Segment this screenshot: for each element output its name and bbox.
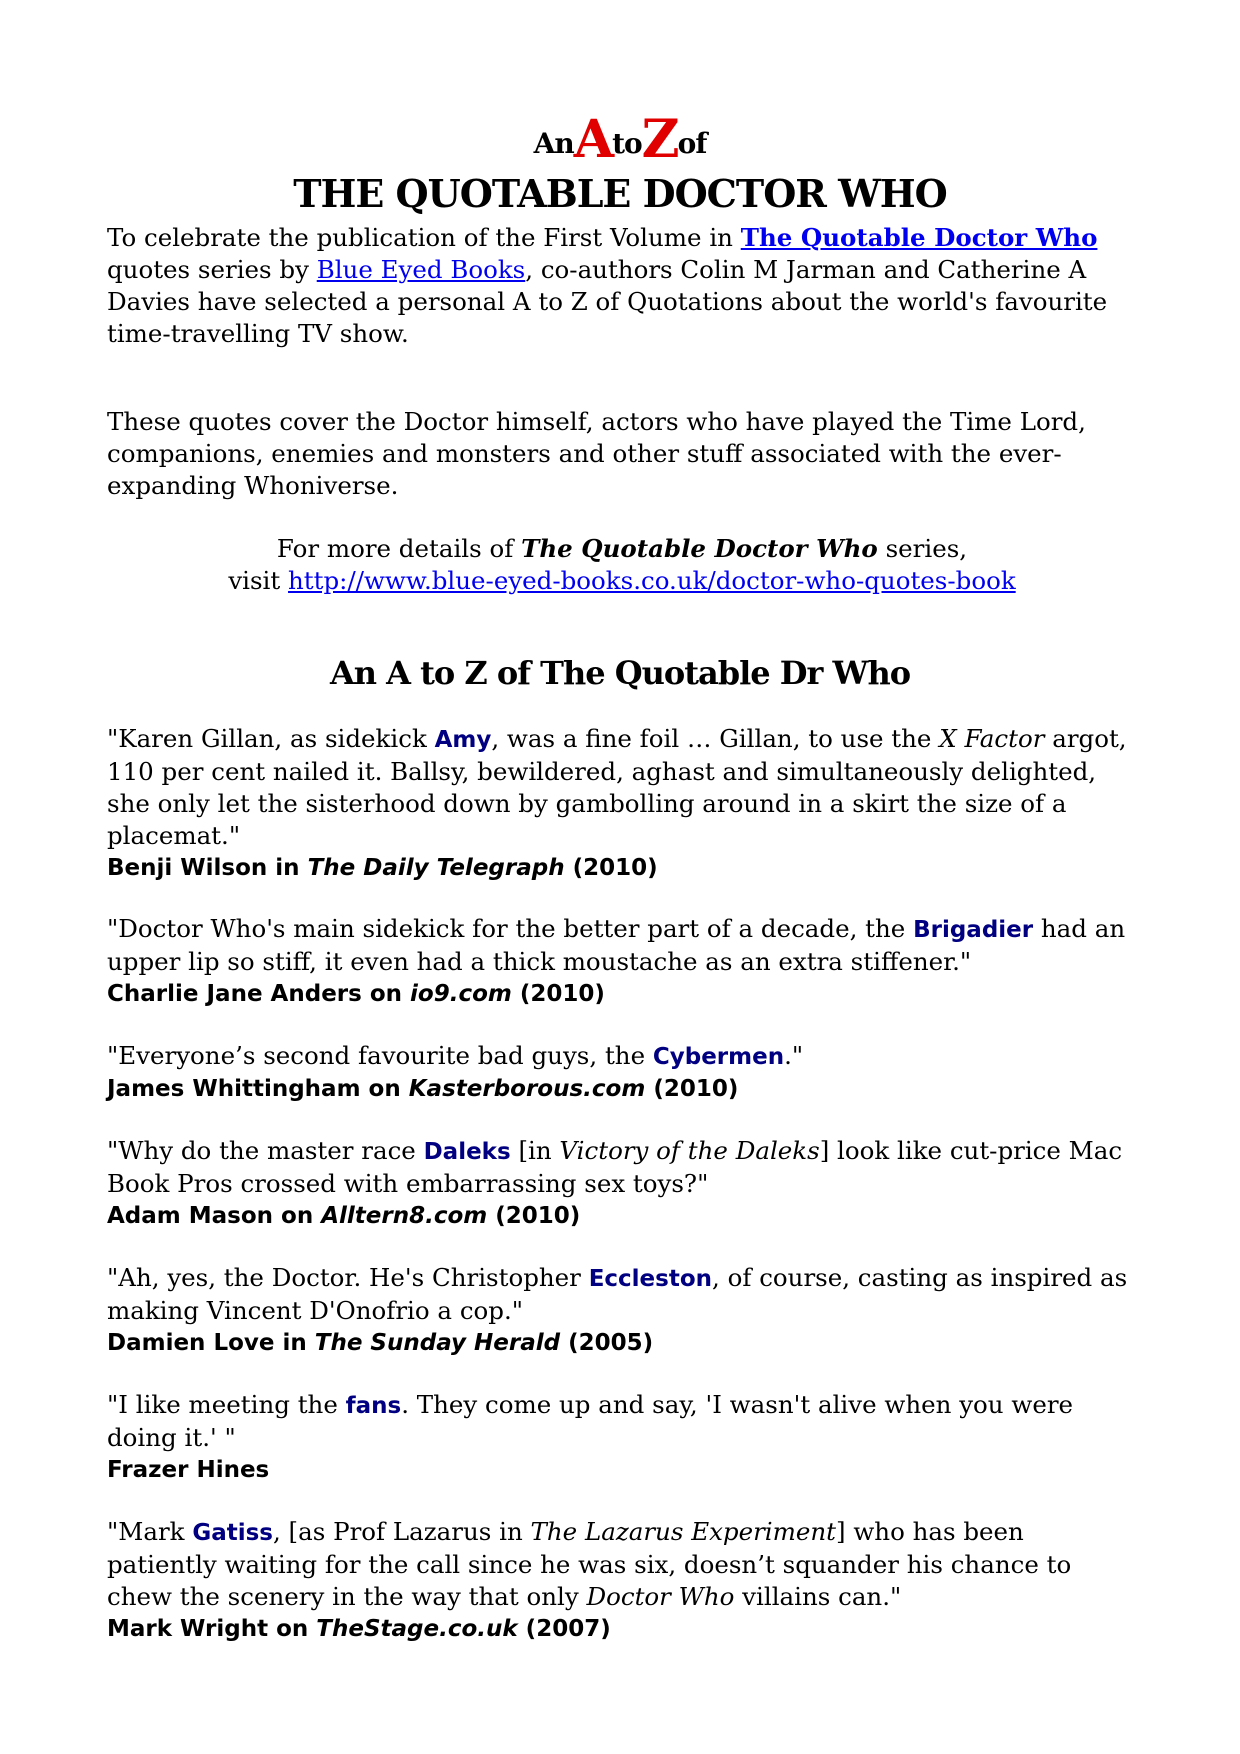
intro-text-a: To celebrate the publication of the First Volume in: [107, 223, 741, 252]
quote-text-part: villains can.": [734, 1582, 902, 1611]
quote-entry-d: [107, 1135, 1137, 1232]
quote-attribution: [107, 1327, 1137, 1359]
quote-emphasis: Doctor Who: [586, 1582, 735, 1611]
quote-text-part: [in: [510, 1136, 560, 1165]
quote-keyword: Brigadier: [913, 917, 1034, 943]
quote-text: [107, 1040, 1137, 1073]
quote-text-part: "I like meeting the: [107, 1390, 346, 1419]
quote-attribution: [107, 1454, 1137, 1486]
attribution-source: The Daily Telegraph: [307, 855, 565, 881]
quote-text-part: had an upper lip so stiff, it even had a thick moustache as an extra stiffener.": [107, 914, 1126, 976]
title-word-to: to: [612, 127, 642, 160]
quote-text: [107, 1516, 1137, 1613]
quote-keyword: Amy: [434, 727, 492, 753]
quote-text-part: , [as Prof Lazarus in: [272, 1517, 531, 1546]
intro-text-c: , co-authors Colin M Jarman and Catherine A Davies have selected a personal A to Z of Quotations about the world's favourite time-travelling TV show.: [107, 255, 1108, 348]
attribution-source: Kasterborous.com: [408, 1076, 646, 1102]
quote-text-part: "Ah, yes, the Doctor. He's Christopher: [107, 1263, 589, 1292]
quote-attribution: [107, 1073, 1137, 1105]
attribution-author: Frazer Hines: [107, 1457, 270, 1483]
attribution-year: (2010): [645, 1076, 739, 1102]
quote-keyword: fans: [345, 1393, 402, 1419]
series-url-link[interactable]: http://www.blue-eyed-books.co.uk/doctor-who-quotes-book: [288, 566, 1016, 595]
attribution-author: Damien Love in: [107, 1330, 315, 1356]
blue-eyed-books-link[interactable]: Blue Eyed Books: [316, 255, 526, 284]
quote-entry-g: [107, 1516, 1137, 1645]
quote-attribution: [107, 1613, 1137, 1645]
quotable-doctor-who-link[interactable]: The Quotable Doctor Who: [740, 223, 1098, 252]
title-word-an: An: [533, 127, 574, 160]
intro-text-b: quotes series by: [107, 255, 317, 284]
quote-emphasis: The Lazarus Experiment: [530, 1517, 836, 1546]
quote-text-part: ] look like cut-price Mac Book Pros crossed with embarrassing sex toys?": [107, 1136, 1123, 1198]
title-letter-z: Z: [641, 109, 678, 170]
attribution-year: (2005): [560, 1330, 654, 1356]
quote-text: [107, 1389, 1137, 1454]
intro-paragraph-1: [107, 222, 1137, 350]
attribution-source: Alltern8.com: [321, 1203, 488, 1229]
quote-text: [107, 1262, 1137, 1327]
attribution-source: The Sunday Herald: [314, 1330, 561, 1356]
attribution-year: (2010): [487, 1203, 581, 1229]
quote-text: [107, 913, 1137, 978]
quote-entry-a: [107, 723, 1137, 884]
quote-keyword: Gatiss: [192, 1520, 273, 1546]
quote-keyword: Eccleston: [588, 1266, 713, 1292]
quote-entry-b: [107, 913, 1137, 1010]
attribution-author: Mark Wright on: [107, 1616, 317, 1642]
quote-text-part: "Doctor Who's main sidekick for the better part of a decade, the: [107, 914, 914, 943]
quote-text-part: . They come up and say, 'I wasn't alive when you were doing it.' ": [107, 1390, 1074, 1452]
attribution-year: (2007): [517, 1616, 611, 1642]
quote-text: [107, 723, 1137, 852]
quote-text-part: , of course, casting as inspired as making Vincent D'Onofrio a cop.": [107, 1263, 1128, 1325]
attribution-author: Adam Mason on: [107, 1203, 322, 1229]
quote-text-part: ] who has been patiently waiting for the call since he was six, doesn’t squander his chance to chew the scenery in the way that only: [107, 1517, 1072, 1611]
quote-text-part: "Everyone’s second favourite bad guys, the: [107, 1041, 653, 1070]
attribution-year: (2010): [564, 855, 658, 881]
title-line-1: [0, 109, 1240, 170]
quote-emphasis: X Factor: [939, 724, 1045, 753]
attribution-source: TheStage.co.uk: [316, 1616, 518, 1642]
page-title: THE QUOTABLE DOCTOR WHO: [293, 171, 947, 216]
quote-entry-f: [107, 1389, 1137, 1486]
quote-text: [107, 1135, 1137, 1200]
quote-emphasis: Victory of the Daleks: [559, 1136, 820, 1165]
attribution-author: Charlie Jane Anders on: [107, 981, 411, 1007]
quote-text-part: "Mark: [107, 1517, 193, 1546]
quote-attribution: [107, 852, 1137, 884]
details-paragraph: [107, 533, 1137, 597]
quote-text-part: "Karen Gillan, as sidekick: [107, 724, 435, 753]
quote-text-part: argot, 110 per cent nailed it. Ballsy, bewildered, aghast and simultaneously delighted, she only let the sisterhood down by gambolling around in a skirt the size of a placemat.": [107, 724, 1127, 850]
quote-text-part: .": [784, 1041, 804, 1070]
attribution-source: io9.com: [410, 981, 512, 1007]
details-text-a: For more details of: [276, 534, 522, 563]
attribution-year: (2010): [511, 981, 605, 1007]
quote-keyword: Daleks: [423, 1139, 511, 1165]
details-line-1: [107, 533, 1137, 565]
details-line-2: [107, 565, 1137, 597]
quote-keyword: Cybermen: [652, 1044, 785, 1070]
intro-paragraph-2: These quotes cover the Doctor himself, actors who have played the Time Lord, companions, enemies and monsters and other stuff associated with the ever-expanding Whoniverse.: [107, 407, 1086, 500]
quote-entry-e: [107, 1262, 1137, 1359]
quote-attribution: [107, 978, 1137, 1010]
quote-attribution: [107, 1200, 1137, 1232]
quote-text-part: , was a fine foil … Gillan, to use the: [491, 724, 940, 753]
quote-entry-c: [107, 1040, 1137, 1105]
attribution-author: James Whittingham on: [107, 1076, 409, 1102]
title-letter-a: A: [573, 109, 613, 170]
quote-text-part: "Why do the master race: [107, 1136, 424, 1165]
title-word-of: of: [677, 127, 707, 160]
details-text-b: series,: [877, 534, 968, 563]
section-title: An A to Z of The Quotable Dr Who: [329, 654, 911, 692]
visit-label: visit: [228, 566, 289, 595]
attribution-author: Benji Wilson in: [107, 855, 308, 881]
details-series-name: The Quotable Doctor Who: [521, 534, 878, 563]
